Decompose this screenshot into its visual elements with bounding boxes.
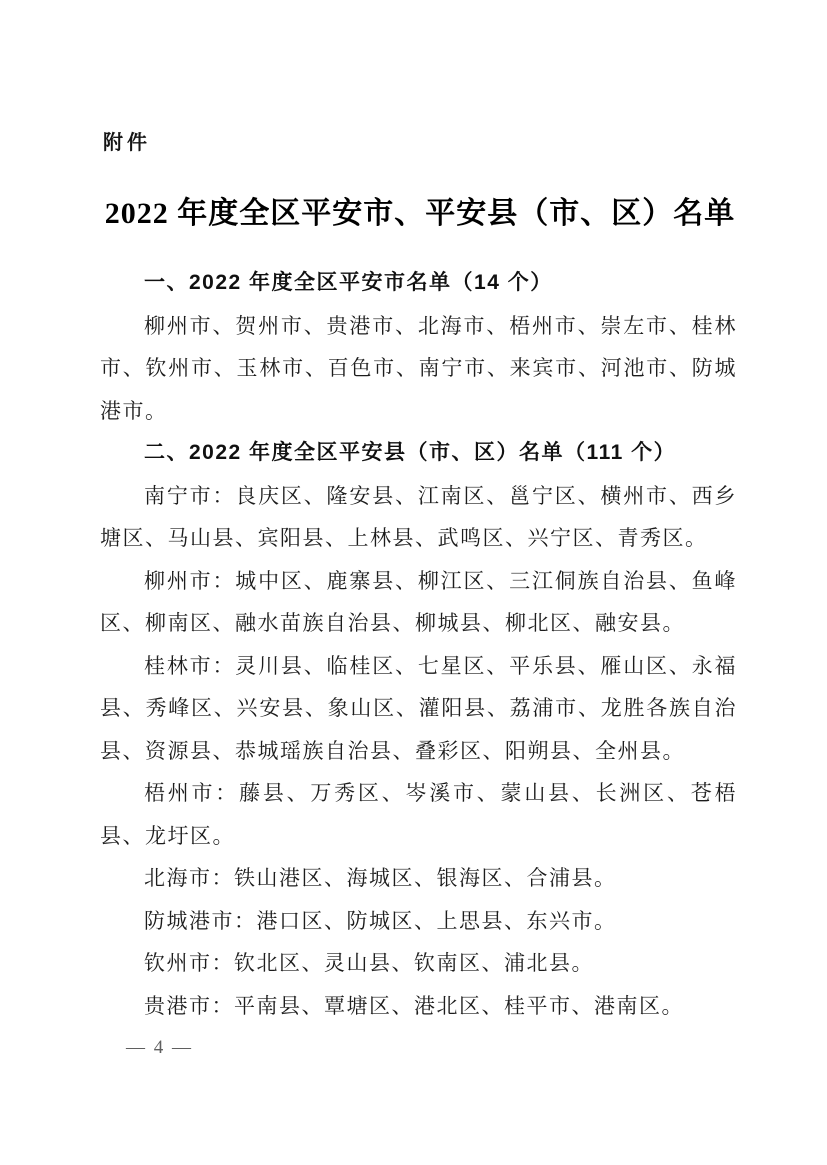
county-list-guilin: 桂林市：灵川县、临桂区、七星区、平乐县、雁山区、永福县、秀峰区、兴安县、象山区、灌阳县、荔浦市、龙胜各族自治县、资源县、恭城瑶族自治县、叠彩区、阳朔县、全州县。 [100,653,737,763]
section-2-heading: 二、2022 年度全区平安县（市、区）名单（111 个） [144,441,677,464]
safe-cities-list: 柳州市、贺州市、贵港市、北海市、梧州市、崇左市、桂林市、钦州市、玉林市、百色市、南宁市、来宾市、河池市、防城港市。 [100,313,737,423]
attachment-label: 附件 [103,132,151,154]
section-1-heading: 一、2022 年度全区平安市名单（14 个） [144,271,553,294]
county-list-qinzhou: 钦州市：钦北区、灵山县、钦南区、浦北县。 [144,951,594,975]
county-list-nanning: 南宁市：良庆区、隆安县、江南区、邕宁区、横州市、西乡塘区、马山县、宾阳县、上林县、武鸣区、兴宁区、青秀区。 [100,483,737,550]
document-title: 2022 年度全区平安市、平安县（市、区）名单 [104,197,736,230]
county-list-beihai: 北海市：铁山港区、海城区、银海区、合浦县。 [144,866,617,890]
document-body [100,262,737,1027]
county-list-liuzhou: 柳州市：城中区、鹿寨县、柳江区、三江侗族自治县、鱼峰区、柳南区、融水苗族自治县、柳城县、柳北区、融安县。 [100,568,737,635]
page-number: — 4 — [126,1037,193,1058]
county-list-wuzhou: 梧州市：藤县、万秀区、岑溪市、蒙山县、长洲区、苍梧县、龙圩区。 [100,781,737,848]
county-list-fangchenggang: 防城港市：港口区、防城区、上思县、东兴市。 [144,908,617,933]
county-list-guigang: 贵港市：平南县、覃塘区、港北区、桂平市、港南区。 [144,993,684,1018]
